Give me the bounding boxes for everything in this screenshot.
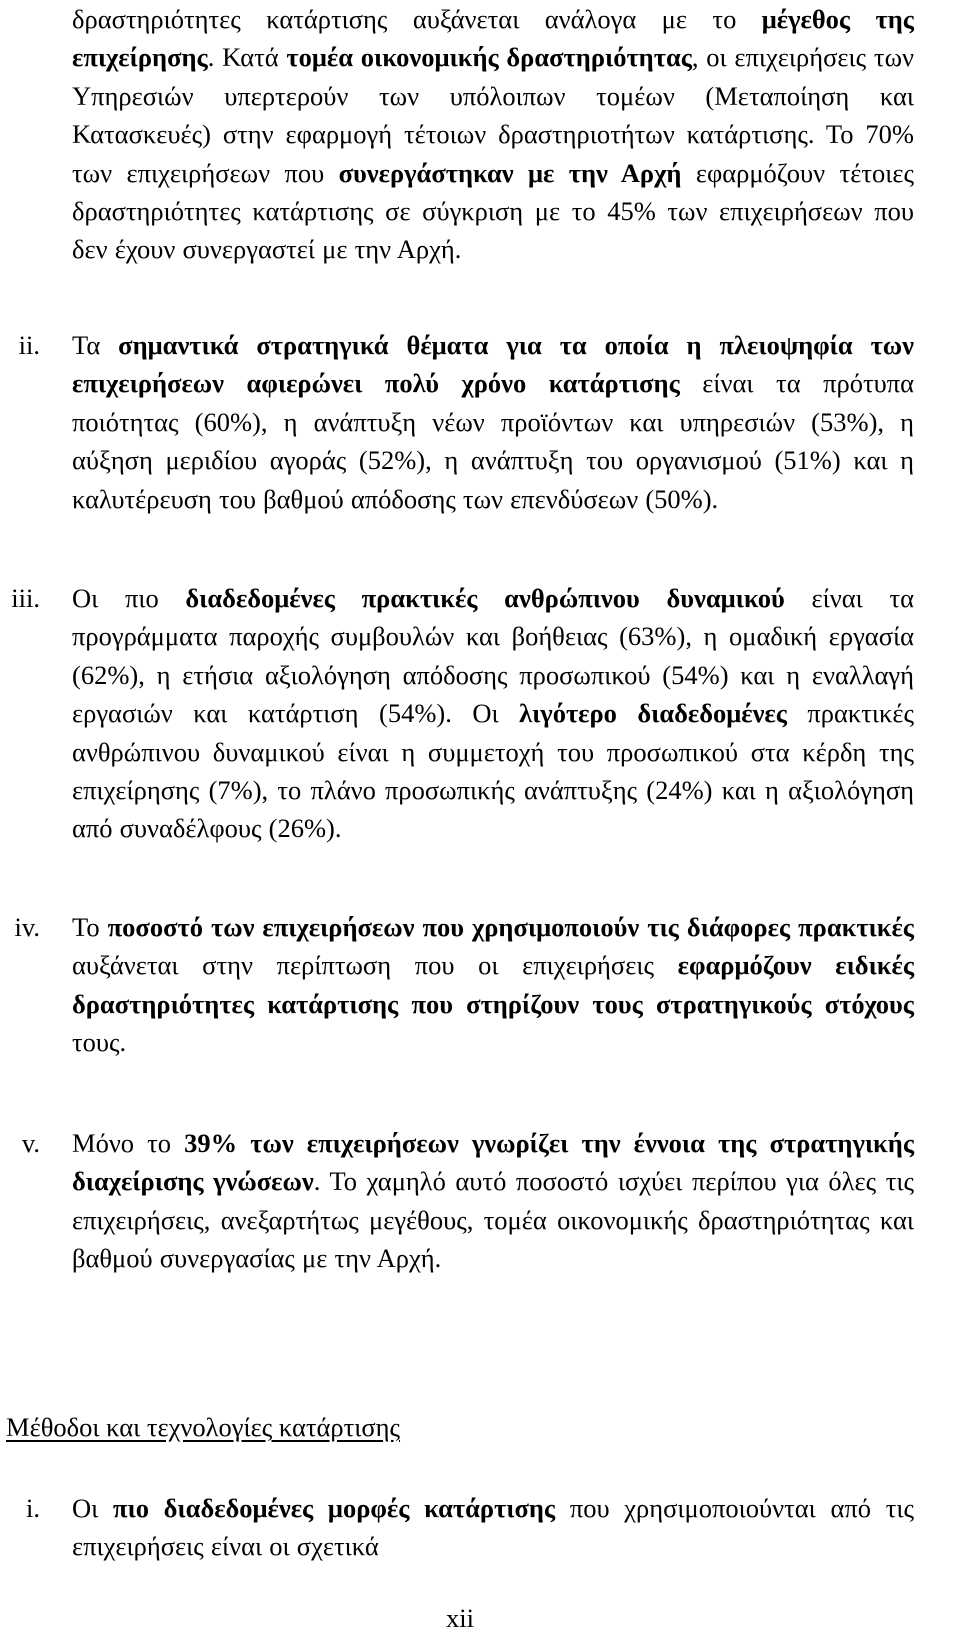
bold-text-run: λιγότερο διαδεδομένες [519,698,787,729]
text-run: τους. [72,1027,127,1058]
text-run: που χρησιμοποιούνται από τις επιχειρήσεις είναι οι σχετικά [72,1493,914,1562]
list-marker: iii. [11,583,40,613]
bold-text-run: μέγεθος της επιχείρησης [72,4,914,73]
list-item-paragraph [72,579,914,848]
section-heading: Μέθοδοι και τεχνολογίες κατάρτισης [6,1412,401,1442]
bold-text-run: διαδεδομένες πρακτικές ανθρώπινου δυναμικού [185,583,785,613]
text-run: Οι πιο [72,583,186,613]
bold-text-run: συνεργάστηκαν με την Αρχή [338,157,682,188]
text-run: Τα [72,330,119,360]
text-run: Οι [72,1493,113,1523]
text-run: εφαρμόζουν τέτοιες δραστηριότητες κατάρτισης σε σύγκριση με το 45% των επιχειρήσεων που δεν έχουν συνεργαστεί με την Αρχή. [72,157,914,265]
text-run: είναι τα πρότυπα ποιότητας (60%), η ανάπτυξη νέων προϊόντων και υπηρεσιών (53%), η αύξηση μεριδίου αγοράς (52%), η ανάπτυξη του οργανισμού (51%) και η καλυτέρευση του βαθμού απόδοσης των επενδύσεων (50%). [72,368,914,514]
text-run: δραστηριότητες κατάρτισης αυξάνεται ανάλογα με το [72,4,762,34]
list-marker: iv. [14,912,40,942]
list-item-paragraph [72,1489,914,1566]
bold-text-run: τομέα οικονομικής δραστηριότητας [286,42,692,73]
bold-text-run: ποσοστό των επιχειρήσεων που χρησιμοποιούν τις διάφορες πρακτικές [107,912,914,942]
text-run: . Το χαμηλό αυτό ποσοστό ισχύει περίπου για όλες τις επιχειρήσεις, ανεξαρτήτως μεγέθους, τομέα οικονομικής δραστηριότητας και βαθμού συνεργασίας με την Αρχή. [72,1166,915,1274]
list-marker: ii. [18,330,40,360]
bold-text-run: πιο διαδεδομένες μορφές κατάρτισης [112,1493,556,1523]
list-item-paragraph [72,326,914,518]
list-marker: i. [26,1493,40,1523]
text-run: είναι τα προγράμματα παροχής συμβουλών και βοήθειας (63%), η ομαδική εργασία (62%), η ετήσια αξιολόγηση απόδοσης προσωπικού (54%) και η εναλλαγή εργασιών και κατάρτιση (54%). Οι [72,583,914,729]
bold-text-run: σημαντικά στρατηγικά θέματα για τα οποία η πλειοψηφία των επιχειρήσεων αφιερώνει πολύ χρόνο κατάρτισης [72,330,915,399]
list-marker: v. [21,1128,40,1158]
text-run: . Κατά [207,42,287,73]
page-number: xii [446,1603,474,1633]
bold-text-run: 39% των επιχειρήσεων γνωρίζει την έννοια της στρατηγικής διαχείρισης γνώσεων [72,1128,914,1197]
text-run: πρακτικές ανθρώπινου δυναμικού είναι η συμμετοχή του προσωπικού στα κέρδη της επιχείρησης (7%), το πλάνο προσωπικής ανάπτυξης (24%) και η αξιολόγηση από συναδέλφους (26%). [72,698,914,844]
continuation-paragraph [72,0,914,269]
text-run: αυξάνεται στην περίπτωση που οι επιχειρήσεις [72,950,678,981]
list-item-paragraph [72,908,914,1062]
text-run: Το [72,912,108,942]
text-run: Μόνο το [72,1128,185,1158]
list-item-paragraph [72,1124,914,1278]
bold-text-run: εφαρμόζουν ειδικές δραστηριότητες κατάρτισης που στηρίζουν τους στρατηγικούς στόχους [72,950,914,1019]
text-run: , οι επιχειρήσεις των Υπηρεσιών υπερτερούν των υπόλοιπων τομέων (Μεταποίηση και Κατασκευές) στην εφαρμογή τέτοιων δραστηριοτήτων κατάρτισης. Το 70% των επιχειρήσεων που [72,42,914,188]
